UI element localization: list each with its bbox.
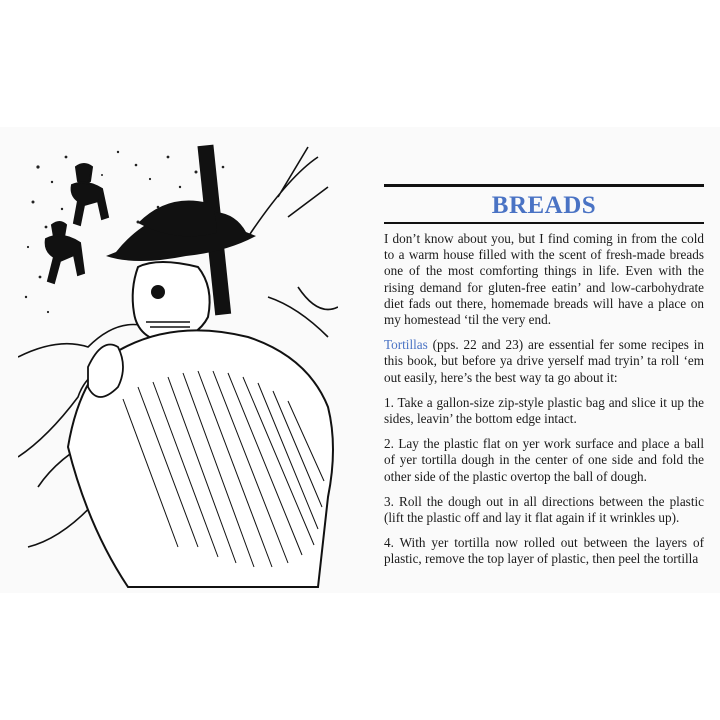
step-3: 3. Roll the dough out in all directions between the plastic (lift the plastic off and lay it flat again if it wrinkles up).	[384, 493, 704, 526]
page-title: BREADS	[491, 192, 597, 219]
step-2: 2. Lay the plastic flat on yer work surface and place a ball of yer tortilla dough in the center of one side and fold the other side of the plastic overtop the ball of dough.	[384, 436, 704, 484]
tortillas-link[interactable]: Tortillas	[384, 337, 428, 353]
title-rule-bottom	[384, 222, 704, 224]
step-1: 1. Take a gallon-size zip-style plastic bag and slice it up the sides, leavin’ the bottom edge intact.	[384, 394, 704, 427]
intro-paragraph: I don’t know about you, but I find coming in from the cold to a warm house filled with the scent of fresh-made breads one of the most comforting things in life. Even with the rising demand for gluten-free eatin’ and low-carbohydrate diet fads out there, homemade breads will have a place on my homestead ‘til the very end.	[384, 231, 704, 328]
title-rule-top	[384, 184, 704, 187]
tortillas-text: (pps. 22 and 23) are essential fer some recipes in this book, but before ya drive yerself mad tryin’ ta roll ‘em out easily, here’s the best way ta go about it:	[384, 337, 704, 385]
tortillas-paragraph	[384, 337, 704, 386]
body-text	[384, 231, 704, 577]
step-4: 4. With yer tortilla now rolled out between the layers of plastic, remove the top layer of plastic, then peel the tortilla	[384, 535, 704, 567]
book-spread	[0, 127, 720, 593]
skeleton-cowboy-illustration	[18, 127, 338, 593]
